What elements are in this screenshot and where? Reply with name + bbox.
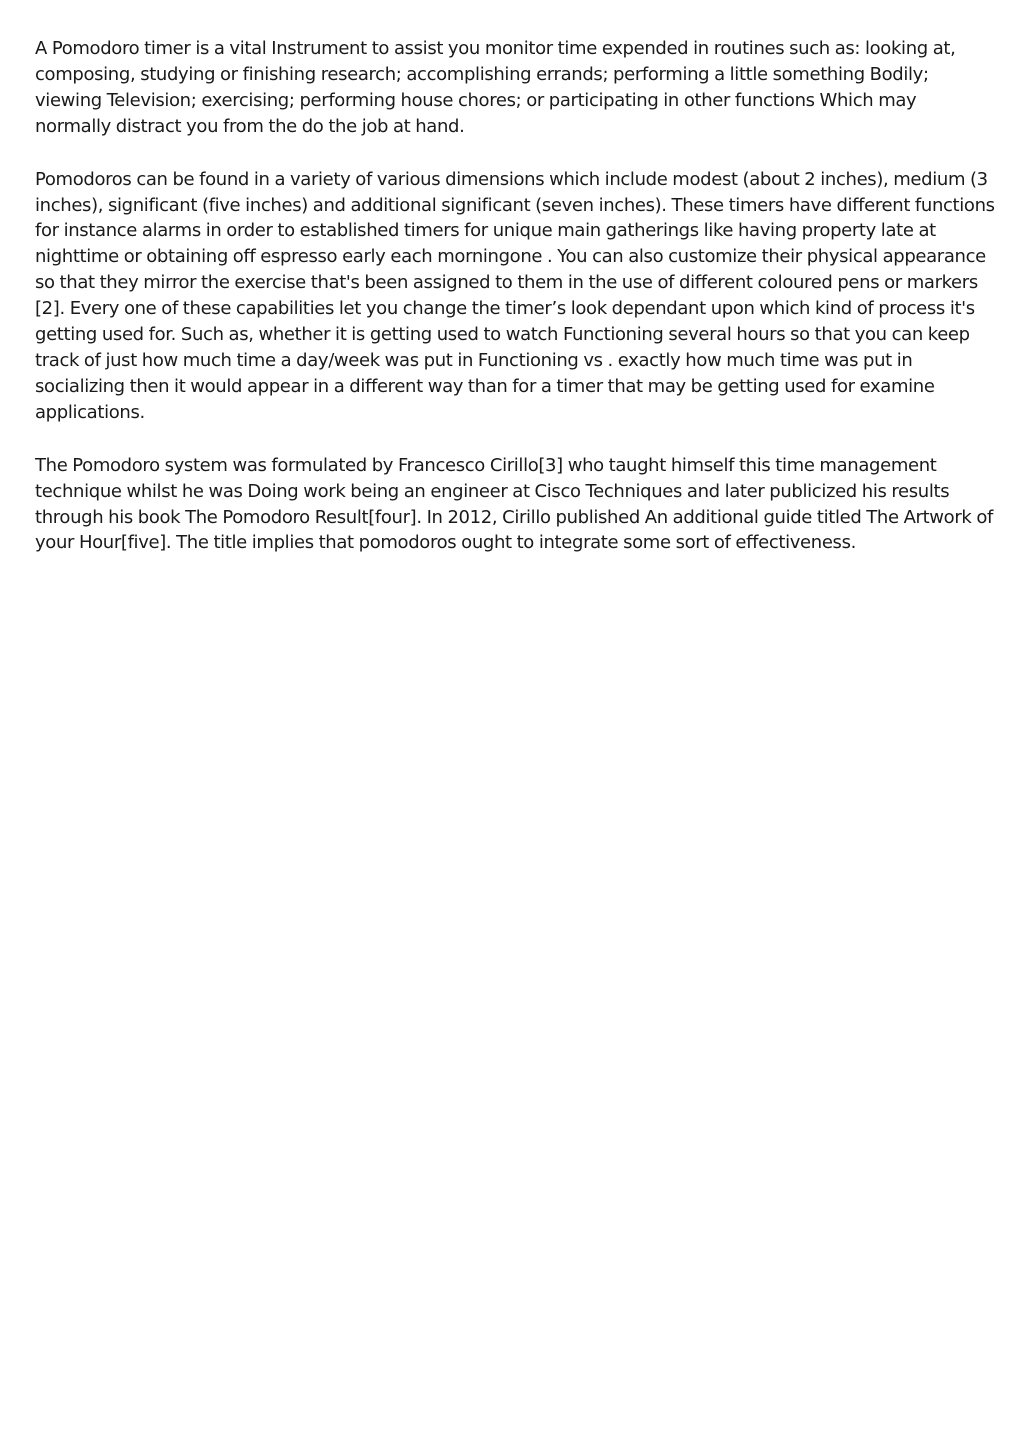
paragraph-history: The Pomodoro system was formulated by Francesco Cirillo[3] who taught himself this time management technique whilst he was Doing work being an engineer at Cisco Techniques and later publicized his results through his book The Pomodoro Result[four]. In 2012, Cirillo published An additional guide titled The Artwork of your Hour[five]. The title implies that pomodoros ought to integrate some sort of effectiveness. <box>35 454 993 554</box>
paragraph-intro: A Pomodoro timer is a vital Instrument to assist you monitor time expended in routines such as: looking at, composing, studying or finishing research; accomplishing errands; performing a little something Bodily; viewing Television; exercising; performing house chores; or participating in other functions Which may normally distract you from the do the job at hand. <box>35 38 956 137</box>
document-body <box>35 36 995 583</box>
paragraph-sizes: Pomodoros can be found in a variety of various dimensions which include modest (about 2 inches), medium (3 inches), significant (five inches) and additional significant (seven inches). These timers have different functions for instance alarms in order to established timers for unique main gatherings like having property late at nighttime or obtaining off espresso early each morningone . You can also customize their physical appearance so that they mirror the exercise that's been assigned to them in the use of different coloured pens or markers [2]. Every one of these capabilities let you change the timer’s look dependant upon which kind of process it's getting used for. Such as, whether it is getting used to watch Functioning several hours so that you can keep track of just how much time a day/week was put in Functioning vs . exactly how much time was put in socializing then it would appear in a different way than for a timer that may be getting used for examine applications. <box>35 168 995 423</box>
